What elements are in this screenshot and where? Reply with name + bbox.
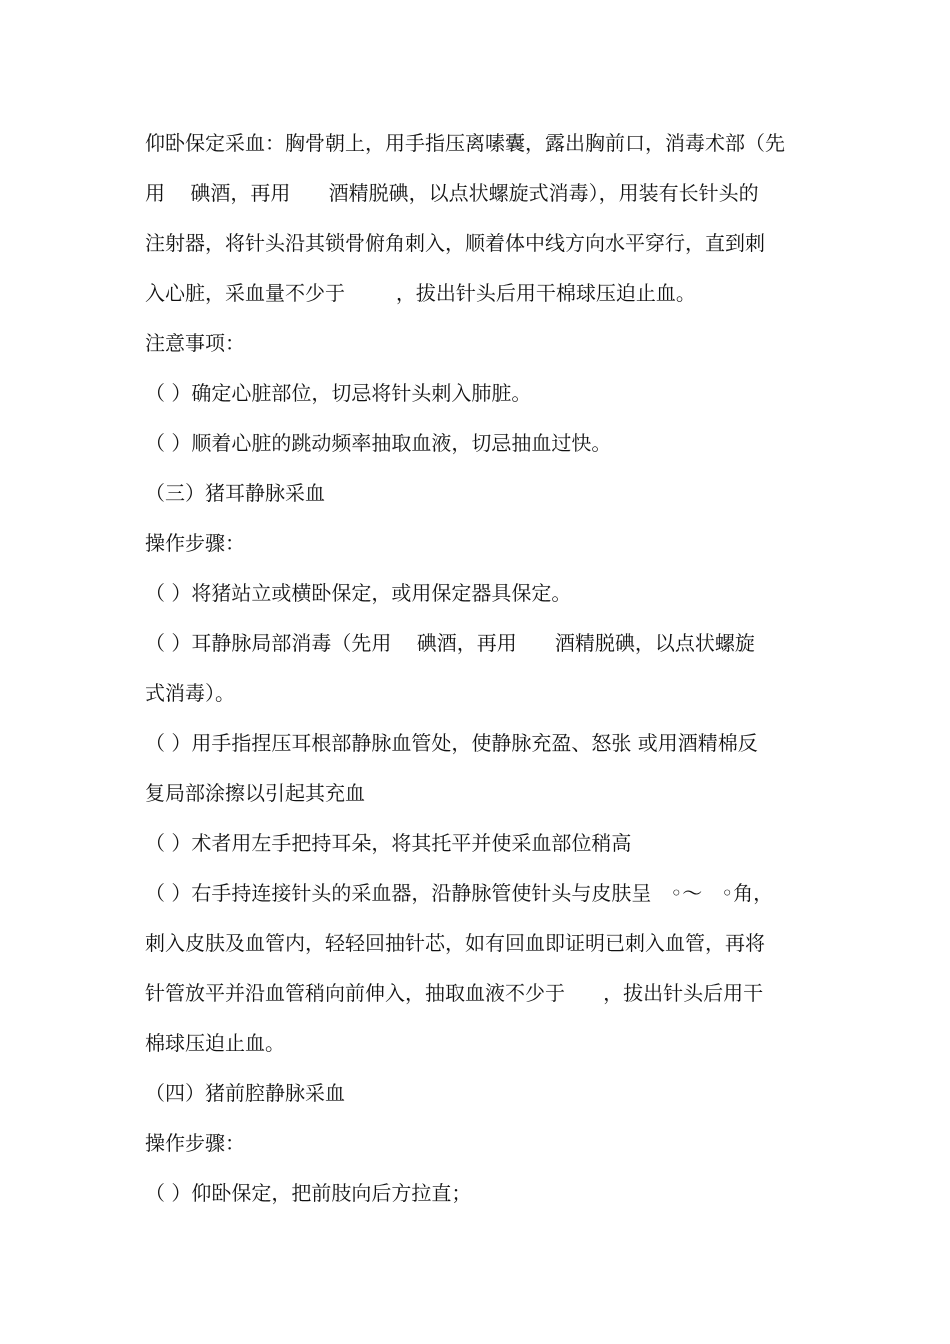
text-line: 注射器，将针头沿其锁骨俯角刺入，顺着体中线方向水平穿行，直到刺 [145, 231, 765, 255]
heading-steps [145, 1118, 810, 1168]
text-line: 操作步骤： [145, 1131, 245, 1155]
text-line: （ ）右手持连接针头的采血器，沿静脉管使针头与皮肤呈 ◦～ ◦角， [145, 881, 774, 905]
step-item [145, 568, 810, 618]
document-body [145, 118, 810, 1218]
step-item [145, 868, 810, 1068]
text-line: 操作步骤： [145, 531, 245, 555]
heading-notes [145, 318, 810, 368]
step-item [145, 1168, 810, 1218]
text-line: 式消毒）。 [145, 681, 235, 705]
text-line: （ ）术者用左手把持耳朵，将其托平并使采血部位稍高 [145, 831, 632, 855]
note-item [145, 418, 810, 468]
text-line: 棉球压迫止血。 [145, 1031, 285, 1055]
section-heading-ear-vein [145, 468, 810, 518]
heading-steps [145, 518, 810, 568]
text-line: 刺入皮肤及血管内，轻轻回抽针芯，如有回血即证明已刺入血管，再将 [145, 931, 765, 955]
text-line: 入心脏，采血量不少于 ，拔出针头后用干棉球压迫止血。 [145, 281, 696, 305]
section-heading-anterior-vena-cava [145, 1068, 810, 1118]
text-line: （ ）仰卧保定，把前肢向后方拉直； [145, 1181, 472, 1205]
text-line: 用 碘酒，再用 酒精脱碘，以点状螺旋式消毒），用装有长针头的 [145, 181, 759, 205]
text-line: 仰卧保定采血：胸骨朝上，用手指压离嗉囊，露出胸前口，消毒术部（先 [145, 131, 785, 155]
step-item [145, 618, 810, 718]
text-line: （三）猪耳静脉采血 [145, 481, 325, 505]
text-line: （ ）用手指捏压耳根部静脉血管处，使静脉充盈、怒张 或用酒精棉反 [145, 731, 758, 755]
text-line: （ ）将猪站立或横卧保定，或用保定器具保定。 [145, 581, 572, 605]
paragraph-chest-puncture [145, 118, 810, 318]
text-line: （ ）耳静脉局部消毒（先用 碘酒，再用 酒精脱碘，以点状螺旋 [145, 631, 755, 655]
text-line: 针管放平并沿血管稍向前伸入，抽取血液不少于 ，拔出针头后用干 [145, 981, 764, 1005]
step-item [145, 818, 810, 868]
step-item [145, 718, 810, 818]
note-item [145, 368, 810, 418]
text-line: （ ）顺着心脏的跳动频率抽取血液，切忌抽血过快。 [145, 431, 612, 455]
text-line: 注意事项： [145, 331, 245, 355]
text-line: （ ）确定心脏部位，切忌将针头刺入肺脏。 [145, 381, 532, 405]
text-line: 复局部涂擦以引起其充血 [145, 781, 365, 805]
text-line: （四）猪前腔静脉采血 [145, 1081, 345, 1105]
